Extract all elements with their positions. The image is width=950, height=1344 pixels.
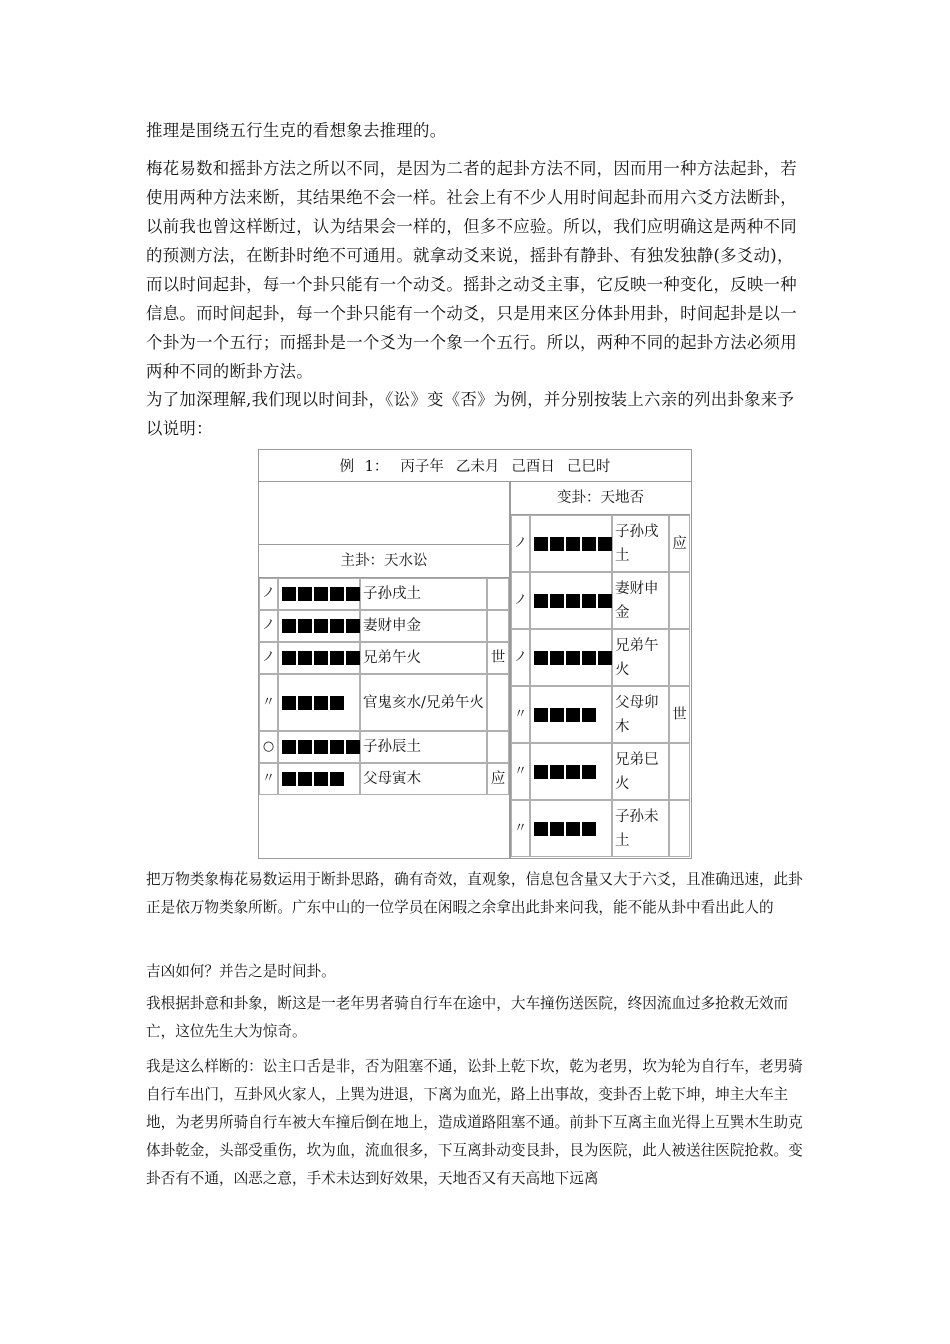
yang-line-symbol: [278, 610, 360, 642]
yang-line-symbol: [278, 578, 360, 610]
main-line-mark: 〃: [259, 674, 278, 731]
changed-line-position-marker: [669, 743, 690, 800]
changed-line-relation: 子孙未土: [612, 800, 669, 857]
changed-line-relation: 兄弟巳火: [612, 743, 669, 800]
changed-line-mark: ノ: [511, 572, 530, 629]
main-line-position-marker: 世: [487, 642, 509, 674]
hour-pillar: 己巳时: [566, 459, 611, 475]
paragraph-reasoning: 我是这么样断的：讼主口舌是非，否为阻塞不通，讼卦上乾下坎，乾为老男，坎为轮为自行车，老男骑自行车出门，互卦风火家人，上巽为进退，下离为血光，路上出事故，变卦否上乾下坤，坤主大车主地，为老男所骑自行车被大车撞后倒在地上，造成道路阻塞不通。前卦下互离主血光得上互巽木生助克体卦乾金，头部受重伤，坎为血，流血很多，下互离卦动变艮卦，艮为医院，此人被送往医院抢救。变卦否有不通，凶恶之意，手术未达到好效果，天地否又有天高地下远离: [146, 1058, 803, 1187]
paragraph-method-difference: 梅花易数和摇卦方法之所以不同，是因为二者的起卦方法不同，因而用一种方法起卦，若使用两种方法来断，其结果绝不会一样。社会上有不少人用时间起卦而用六爻方法断卦，以前我也曾这样断过，认为结果会一样的，但多不应验。所以，我们应明确这是两种不同的预测方法，在断卦时绝不可通用。就拿动爻来说，摇卦有静卦、有独发独静(多爻动)，而以时间起卦，每一个卦只能有一个动爻。摇卦之动爻主事，它反映一种变化，反映一种信息。而时间起卦，每一个卦只能有一个动爻，只是用来区分体卦用卦，时间起卦是以一个卦为一个五行；而摇卦是一个爻为一个象一个五行。所以，两种不同的起卦方法必须用两种不同的断卦方法。: [146, 159, 797, 381]
main-line-position-marker: [487, 610, 509, 642]
changed-hexagram-title: 变卦：天地否: [511, 481, 690, 515]
changed-line-mark: ノ: [511, 515, 530, 572]
changed-line-mark: ノ: [511, 629, 530, 686]
table-header: [259, 450, 691, 482]
changed-line-mark: 〃: [511, 743, 530, 800]
yang-line-symbol: [530, 629, 612, 686]
day-pillar: 己酉日: [511, 459, 555, 475]
example-label: 例 1：: [339, 459, 389, 475]
main-line-mark: ノ: [259, 642, 278, 674]
main-line-relation: 官鬼亥水/兄弟午火: [360, 674, 487, 731]
main-line-position-marker: 应: [487, 763, 509, 795]
changed-line-position-marker: [669, 800, 690, 857]
main-line-relation: 子孙辰土: [360, 731, 487, 763]
changed-line-position-marker: 世: [669, 686, 690, 743]
yin-line-symbol: [530, 686, 612, 743]
changed-line-relation: 子孙戌土: [612, 515, 669, 572]
hexagram-table: [258, 449, 692, 859]
paragraph-example-intro: 为了加深理解,我们现以时间卦，《讼》变《否》为例，并分别按装上六亲的列出卦象来予以说明：: [146, 390, 795, 438]
changed-line-relation: 妻财申金: [612, 572, 669, 629]
changed-hexagram: [510, 481, 691, 858]
main-hexagram-title: 主卦：天水讼: [259, 544, 509, 578]
yang-line-symbol: [278, 731, 360, 763]
yang-line-symbol: [530, 572, 612, 629]
changed-line-position-marker: 应: [669, 515, 690, 572]
main-line-mark: 〃: [259, 763, 278, 795]
changed-line-mark: 〃: [511, 686, 530, 743]
yin-line-symbol: [278, 674, 360, 731]
changed-line-mark: 〃: [511, 800, 530, 857]
main-line-position-marker: [487, 674, 509, 731]
changed-line-relation: 兄弟午火: [612, 629, 669, 686]
main-hexagram: [259, 481, 510, 858]
paragraph-judgment: 我根据卦意和卦象，断这是一老年男者骑自行车在途中，大车撞伤送医院，终因流血过多抢救无效而亡，这位先生大为惊奇。: [146, 995, 789, 1040]
main-line-relation: 兄弟午火: [360, 642, 487, 674]
yin-line-symbol: [530, 743, 612, 800]
main-line-position-marker: [487, 578, 509, 610]
yang-line-symbol: [530, 515, 612, 572]
paragraph-case-question-end: 吉凶如何？并告之是时间卦。: [146, 963, 336, 980]
main-line-relation: 父母寅木: [360, 763, 487, 795]
paragraph-intro: 推理是围绕五行生克的看想象去推理的。: [146, 121, 447, 140]
changed-line-position-marker: [669, 572, 690, 629]
main-line-relation: 妻财申金: [360, 610, 487, 642]
yin-line-symbol: [278, 763, 360, 795]
month-pillar: 乙未月: [455, 459, 500, 475]
main-line-mark: ノ: [259, 578, 278, 610]
yin-line-symbol: [530, 800, 612, 857]
year-pillar: 丙子年: [400, 459, 444, 475]
main-line-mark: ○: [259, 731, 278, 763]
yang-line-symbol: [278, 642, 360, 674]
paragraph-case-question: 把万物类象梅花易数运用于断卦思路，确有奇效，直观象，信息包含量又大于六爻，且准确迅速，此卦正是依万物类象所断。广东中山的一位学员在闲暇之余拿出此卦来问我，能不能从卦中看出此人的: [146, 871, 803, 916]
main-line-position-marker: [487, 731, 509, 763]
changed-line-position-marker: [669, 629, 690, 686]
changed-line-relation: 父母卯木: [612, 686, 669, 743]
main-line-mark: ノ: [259, 610, 278, 642]
main-line-relation: 子孙戌土: [360, 578, 487, 610]
